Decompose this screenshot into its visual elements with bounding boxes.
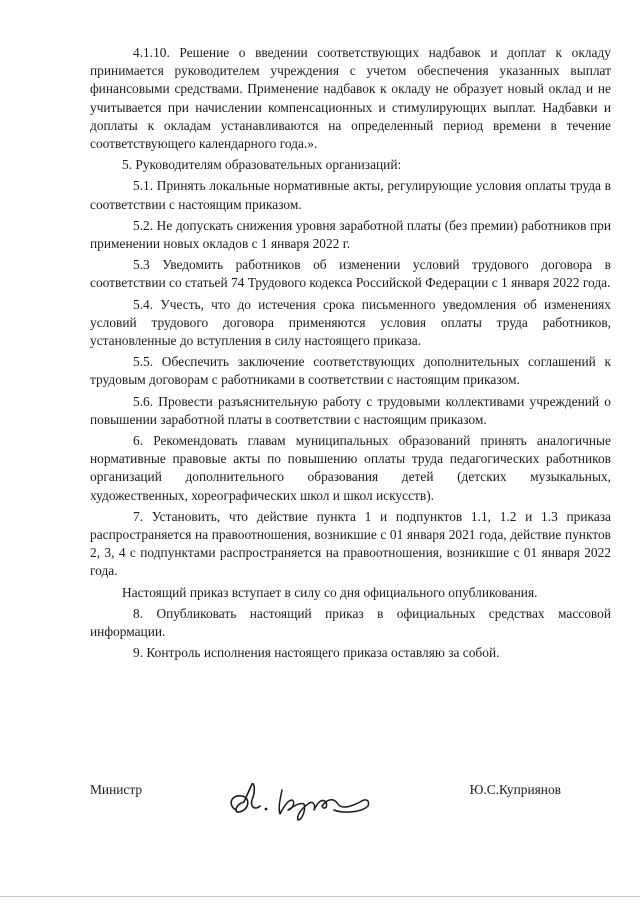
clause-5: 5. Руководителям образовательных организаций: — [122, 157, 402, 173]
clause-5-4: 5.4. Учесть, что до истечения срока письменного уведомления об изменениях условий трудового договора применяются условия оплаты труда работников, установленные до вступления в силу настоящего приказа. — [90, 296, 611, 349]
clause-5-3: 5.3 Уведомить работников об изменении условий трудового договора в соответствии со статьей 74 Трудового кодекса Российской Федерации с 1 января 2022 года. — [90, 257, 611, 291]
signatory-name: Ю.С.Куприянов — [469, 782, 561, 797]
handwritten-signature — [222, 776, 382, 822]
clause-7: 7. Установить, что действие пункта 1 и подпунктов 1.1, 1.2 и 1.3 приказа распространяется на правоотношения, возникшие с 01 января 2021 года, действие пунктов 2, 3, 4 с подпунктами распространяется на правоотношения, возникшие с 01 января 2022 года. — [90, 508, 611, 579]
clause-6: 6. Рекомендовать главам муниципальных образований принять аналогичные нормативные правовые акты по повышению оплаты труда педагогических работников организаций дополнительного образования детей (детских музыкальных, художественных, хореографических школ и школ искусств). — [90, 433, 611, 503]
clause-9: 9. Контроль исполнения настоящего приказа оставляю за собой. — [133, 645, 500, 661]
page-bottom-edge — [0, 896, 640, 897]
signatory-title: Министр — [90, 782, 143, 797]
clause-5-1: 5.1. Принять локальные нормативные акты, регулирующие условия оплаты труда в соответствии с настоящим приказом. — [90, 178, 611, 212]
clause-5-6: 5.6. Провести разъяснительную работу с трудовыми коллективами учреждений о повышении заработной платы в соответствии с настоящим приказом. — [90, 393, 611, 427]
clause-5-2: 5.2. Не допускать снижения уровня заработной платы (без премии) работников при применении новых окладов с 1 января 2022 г. — [90, 217, 611, 252]
effective-date-note: Настоящий приказ вступает в силу со дня официального опубликования. — [122, 584, 538, 600]
clause-5-5: 5.5. Обеспечить заключение соответствующих дополнительных соглашений к трудовым договорам с работниками в соответствии с настоящим приказом. — [90, 354, 611, 388]
signature-block — [90, 776, 611, 826]
order-text — [90, 44, 611, 666]
clause-4-1-10: 4.1.10. Решение о введении соответствующих надбавок и доплат к окладу принимается руководителем учреждения с учетом обеспечения указанных выплат финансовыми средствами. Применение надбавок к окладу не образует новый оклад и не учитывается при начислении компенсационных и стимулирующих выплат. Надбавки и доплаты к окладам устанавливаются на определенный период времени в течение соответствующего календарного года.». — [90, 45, 611, 152]
clause-8: 8. Опубликовать настоящий приказ в официальных средствах массовой информации. — [90, 605, 611, 640]
